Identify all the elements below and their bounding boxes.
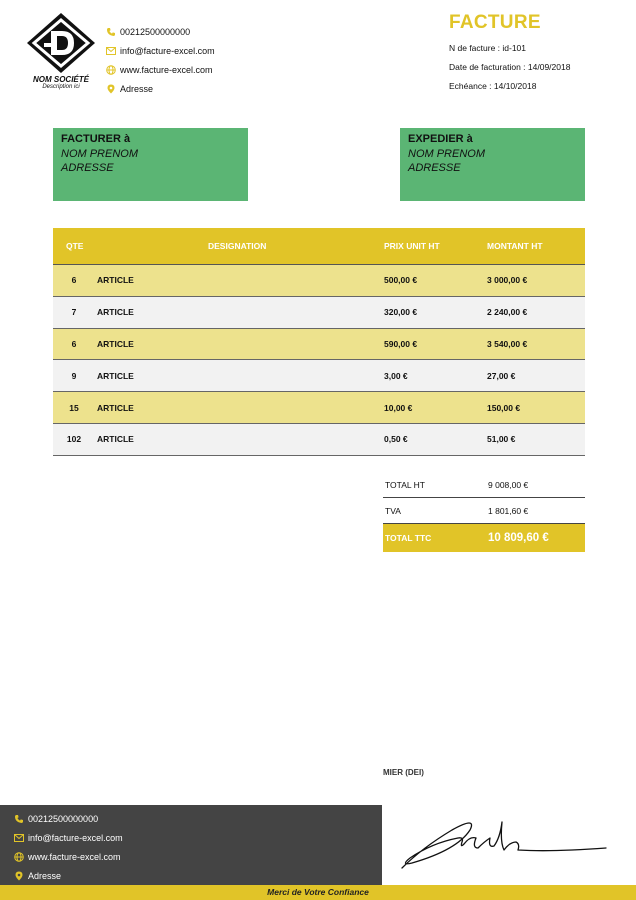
logo-icon — [26, 12, 96, 74]
row-amount: 3 000,00 € — [487, 275, 528, 286]
row-qty: 6 — [71, 275, 77, 286]
row-qty: 102 — [66, 434, 82, 445]
table-header — [53, 228, 585, 265]
footer-email-text[interactable]: info@facture-excel.com — [28, 832, 123, 843]
footer-email — [12, 828, 382, 847]
contact-email-text[interactable]: info@facture-excel.com — [120, 45, 215, 56]
row-designation: ARTICLE — [97, 434, 134, 445]
bill-to-address: ADRESSE — [61, 162, 114, 174]
total-ttc-value: 10 809,60 € — [488, 532, 549, 544]
total-ht-label: TOTAL HT — [385, 479, 425, 490]
company-logo — [22, 12, 100, 90]
row-amount: 27,00 € — [487, 370, 516, 381]
total-ttc-row — [383, 524, 585, 552]
email-icon — [104, 47, 118, 55]
invoice-meta — [449, 43, 570, 100]
row-qty: 6 — [71, 338, 77, 349]
invoice-header — [449, 12, 570, 100]
table-row — [53, 265, 585, 297]
email-icon — [12, 834, 26, 842]
totals-block — [383, 472, 585, 552]
contact-website-text[interactable]: www.facture-excel.com — [120, 64, 213, 75]
row-unit-price: 0,50 € — [384, 434, 408, 445]
row-qty: 7 — [71, 307, 77, 318]
tva-value: 1 801,60 € — [488, 505, 529, 516]
contact-address-text: Adresse — [120, 83, 154, 94]
header-designation: DESIGNATION — [208, 241, 267, 251]
table-row — [53, 329, 585, 361]
table-row — [53, 297, 585, 329]
footer-phone-text: 00212500000000 — [28, 813, 99, 824]
row-amount: 150,00 € — [487, 402, 521, 413]
row-amount: 51,00 € — [487, 434, 516, 445]
bill-to-heading: FACTURER à — [61, 133, 131, 145]
table-row — [53, 392, 585, 424]
header-unit-price: PRIX UNIT HT — [384, 241, 440, 251]
company-description: Description ici — [42, 84, 80, 90]
total-ht-row — [383, 472, 585, 498]
ship-to-address: ADRESSE — [408, 162, 461, 174]
row-qty: 9 — [71, 370, 77, 381]
row-designation: ARTICLE — [97, 370, 134, 381]
row-unit-price: 590,00 € — [384, 338, 418, 349]
tva-label: TVA — [385, 505, 401, 516]
row-unit-price: 320,00 € — [384, 307, 418, 318]
contact-email — [104, 41, 215, 60]
total-ttc-label: TOTAL TTC — [385, 533, 432, 543]
footer-contact — [0, 805, 382, 885]
row-designation: ARTICLE — [97, 402, 134, 413]
footer-address-text: Adresse — [28, 870, 62, 881]
row-unit-price: 500,00 € — [384, 275, 418, 286]
contact-website — [104, 60, 215, 79]
invoice-due-date: Echéance : 14/10/2018 — [449, 81, 537, 91]
row-unit-price: 3,00 € — [384, 370, 408, 381]
thanks-bar: Merci de Votre Confiance — [0, 885, 636, 900]
invoice-number: N de facture : id-101 — [449, 43, 527, 53]
globe-icon — [12, 852, 26, 862]
ship-to-heading: EXPEDIER à — [408, 133, 473, 145]
header-qty: QTE — [66, 241, 84, 251]
phone-icon — [12, 814, 26, 824]
items-table — [53, 228, 585, 456]
row-designation: ARTICLE — [97, 307, 134, 318]
contact-address — [104, 79, 215, 98]
globe-icon — [104, 65, 118, 75]
ship-to-name: NOM PRENOM — [408, 147, 485, 160]
table-row — [53, 360, 585, 392]
company-name: NOM SOCIÉTÉ — [32, 75, 89, 84]
row-designation: ARTICLE — [97, 275, 134, 286]
footer-address — [12, 866, 382, 885]
footer-website — [12, 847, 382, 866]
location-icon — [12, 871, 26, 881]
invoice-date: Date de facturation : 14/09/2018 — [449, 62, 571, 72]
company-contact — [104, 22, 215, 98]
table-row — [53, 424, 585, 456]
signature-label: MIER (DEI) — [383, 768, 424, 777]
row-amount: 2 240,00 € — [487, 307, 528, 318]
row-designation: ARTICLE — [97, 338, 134, 349]
invoice-title: FACTURE — [449, 12, 541, 33]
header-amount: MONTANT HT — [487, 241, 543, 251]
footer-phone — [12, 809, 382, 828]
bill-to-name: NOM PRENOM — [61, 147, 138, 160]
bill-to-box — [53, 128, 248, 201]
total-ht-value: 9 008,00 € — [488, 479, 529, 490]
phone-icon — [104, 27, 118, 37]
row-unit-price: 10,00 € — [384, 402, 413, 413]
contact-phone — [104, 22, 215, 41]
footer-website-text[interactable]: www.facture-excel.com — [28, 851, 121, 862]
signature-icon — [392, 808, 612, 878]
row-qty: 15 — [69, 402, 79, 413]
contact-phone-text: 00212500000000 — [120, 26, 191, 37]
location-icon — [104, 84, 118, 94]
tva-row — [383, 498, 585, 524]
ship-to-box — [400, 128, 585, 201]
row-amount: 3 540,00 € — [487, 338, 528, 349]
